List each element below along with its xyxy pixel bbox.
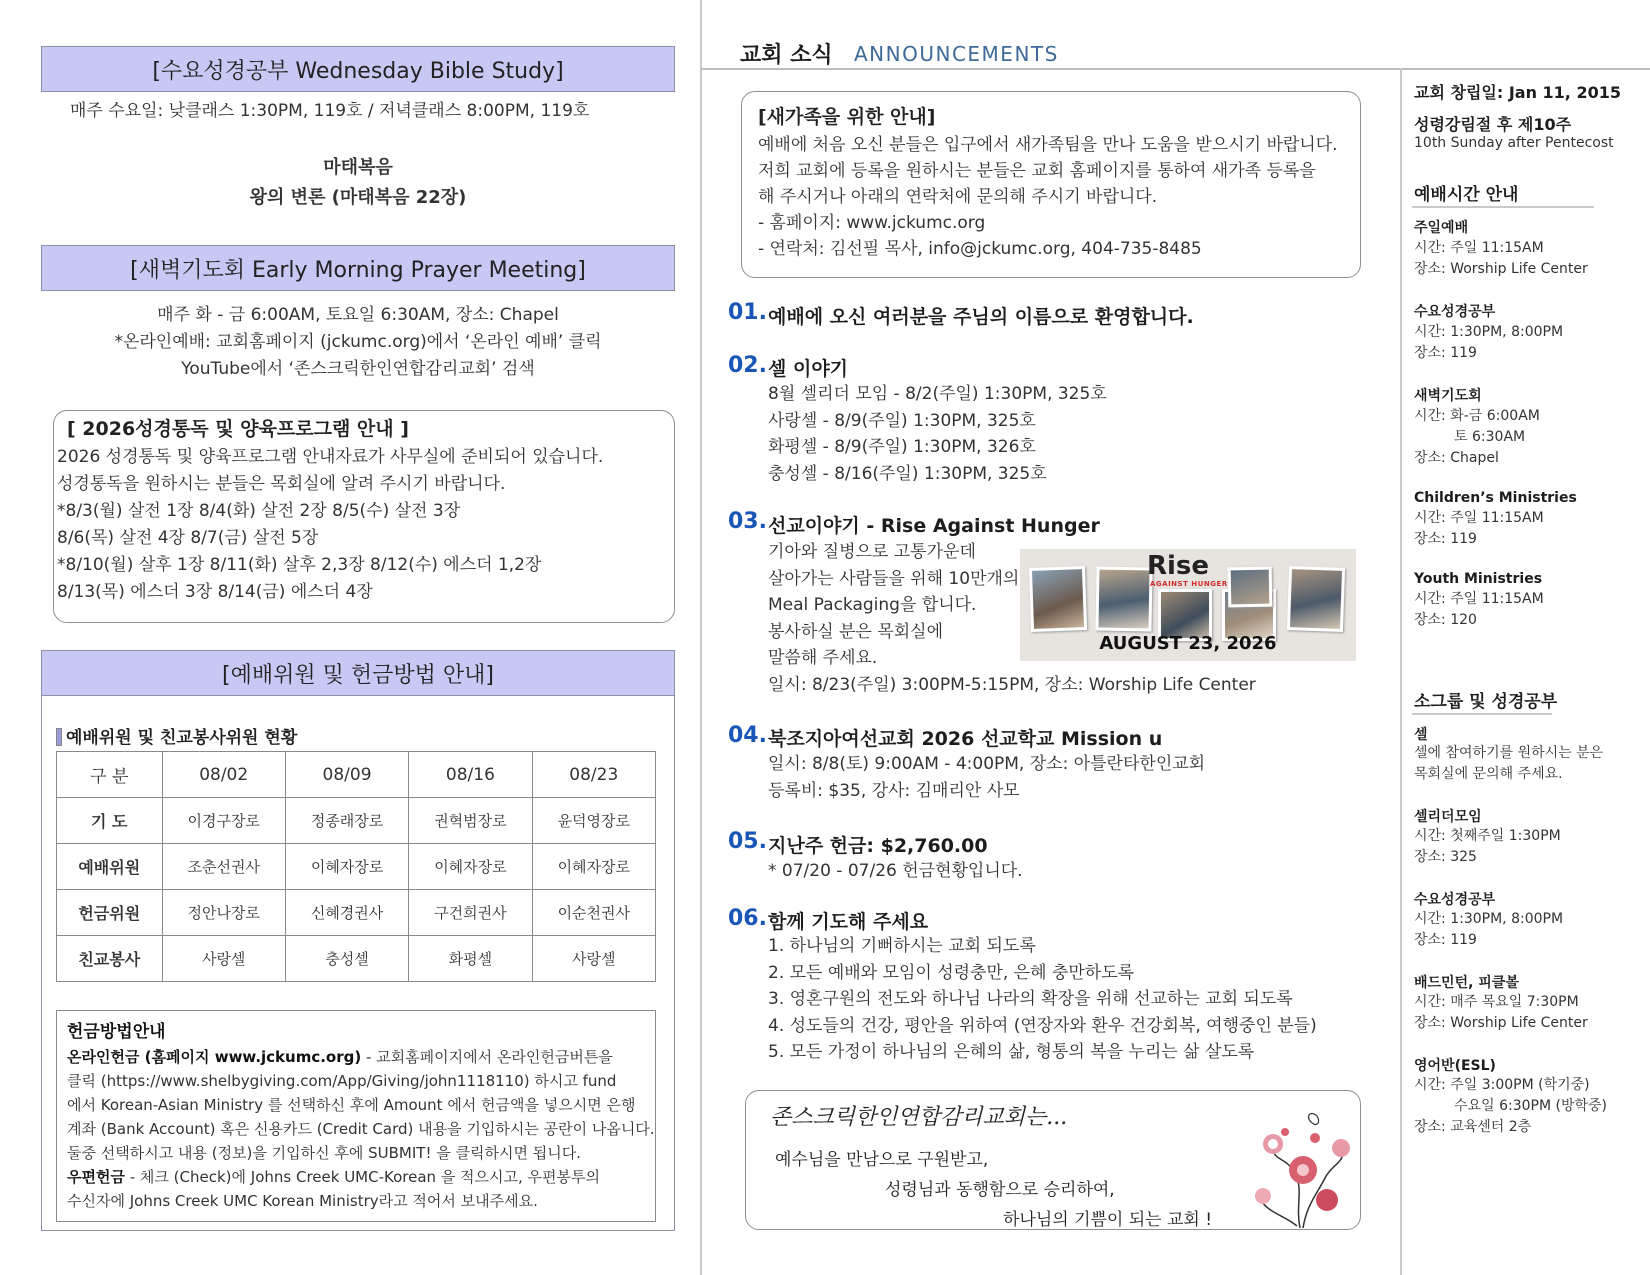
group-line: 시간: 1:30PM, 8:00PM <box>1414 911 1564 927</box>
schedule-line: 장소: 119 <box>1414 531 1477 547</box>
offering-online-line <box>67 1045 645 1069</box>
motto-script: 존스크릭한인연합감리교회는... <box>770 1105 1068 1130</box>
item-line: 1. 하나님의 기뻐하시는 교회 되도록 <box>768 936 1036 956</box>
item-line: 3. 영혼구원의 전도와 하나님 나라의 확장을 위해 선교하는 교회 되도록 <box>768 989 1293 1009</box>
table-row-head: 기 도 <box>57 798 163 844</box>
group-line: 셀에 참여하기를 원하시는 분은 <box>1414 745 1604 761</box>
schedule-line: 장소: Chapel <box>1414 450 1499 466</box>
table-row <box>57 936 656 982</box>
reading-line: *8/3(월) 살전 1장 8/4(화) 살전 2장 8/5(수) 살전 3장 <box>57 501 461 521</box>
rise-logo <box>1147 551 1209 581</box>
sidebar-divider <box>1400 68 1402 1275</box>
table-header-cell: 08/16 <box>409 752 532 798</box>
group-title: 셀리더모임 <box>1414 809 1482 825</box>
table-header-cell: 구 분 <box>57 752 163 798</box>
new-family-line: 해 주시거나 아래의 연락처에 문의해 주시기 바랍니다. <box>758 187 1158 207</box>
motto-line: 성령님과 동행함으로 승리하여, <box>885 1180 1115 1200</box>
item-line: 살아가는 사람들을 위해 10만개의 <box>768 568 1020 589</box>
prayer-line: 매주 화 - 금 6:00AM, 토요일 6:30AM, 장소: Chapel <box>157 305 559 325</box>
item-line: * 07/20 - 07/26 헌금현황입니다. <box>768 861 1023 881</box>
item-line: 2. 모든 예배와 모임이 성령충만, 은혜 충만하도록 <box>768 962 1135 983</box>
offering-line: 클릭 (https://www.shelbygiving.com/App/Giving/john1118110) 하시고 fund <box>67 1072 617 1090</box>
worship-header: [예배위원 및 헌금방법 안내] <box>41 650 675 696</box>
table-cell: 권혁범장로 <box>409 798 532 844</box>
bible-study-header: [수요성경공부 Wednesday Bible Study] <box>41 46 675 92</box>
prayer-line: YouTube에서 ‘존스크릭한인연합감리교회’ 검색 <box>181 359 535 379</box>
schedule-line: 시간: 주일 11:15AM <box>1414 510 1544 526</box>
item-line: 충성셀 - 8/16(주일) 1:30PM, 325호 <box>768 463 1047 484</box>
online-offering-text: - 교회홈페이지에서 온라인헌금버튼을 <box>361 1048 613 1066</box>
table-cell: 이혜자장로 <box>532 844 655 890</box>
bible-study-topic: 왕의 변론 (마태복음 22장) <box>249 187 467 208</box>
item-line: 8월 셀리더 모임 - 8/2(주일) 1:30PM, 325호 <box>768 384 1107 404</box>
schedule-line: 장소: 120 <box>1414 612 1477 628</box>
item-line: 말씀해 주세요. <box>768 648 878 668</box>
schedule-line: 장소: Worship Life Center <box>1414 261 1588 277</box>
table-cell: 화평셀 <box>409 936 532 982</box>
item-line: 일시: 8/23(주일) 3:00PM-5:15PM, 장소: Worship Life Center <box>768 674 1256 695</box>
table-cell: 조춘선권사 <box>162 844 285 890</box>
schedule-title: 수요성경공부 <box>1414 304 1496 320</box>
motto-line: 하나님의 기쁨이 되는 교회 ! <box>1003 1210 1213 1230</box>
reading-program-title: [ 2026성경통독 및 양육프로그램 안내 ] <box>67 418 409 440</box>
item-title: 선교이야기 - Rise Against Hunger <box>768 515 1100 537</box>
founding-date: 교회 창립일: Jan 11, 2015 <box>1414 83 1621 102</box>
rise-against-hunger-image <box>1020 549 1356 661</box>
heading-rule <box>1412 713 1552 715</box>
schedule-line: 시간: 화-금 6:00AM <box>1414 408 1540 424</box>
item-title: 셀 이야기 <box>768 358 849 380</box>
reading-line: 2026 성경통독 및 양육프로그램 안내자료가 사무실에 준비되어 있습니다. <box>57 447 604 467</box>
group-title: 배드민턴, 피클볼 <box>1414 975 1519 991</box>
group-title: 수요성경공부 <box>1414 892 1496 908</box>
item-lines <box>768 751 1205 804</box>
committee-subheading-text: 예배위원 및 친교봉사위원 현황 <box>66 728 298 748</box>
item-line: 봉사하실 분은 목회실에 <box>768 621 944 642</box>
item-line: 등록비: $35, 강사: 김매리안 사모 <box>768 780 1020 801</box>
schedule-line: 토 6:30AM <box>1414 429 1526 445</box>
group-title: 셀 <box>1414 727 1428 743</box>
new-family-line: - 홈페이지: www.jckumc.org <box>758 213 986 233</box>
item-number: 06. <box>728 906 767 931</box>
table-cell: 이순천권사 <box>532 890 655 936</box>
prayer-line: *온라인예배: 교회홈페이지 (jckumc.org)에서 ‘온라인 예배’ 클릭 <box>114 332 602 352</box>
table-cell: 윤덕영장로 <box>532 798 655 844</box>
item-number: 01. <box>728 300 767 325</box>
item-number: 03. <box>728 509 767 534</box>
table-header-cell: 08/09 <box>285 752 408 798</box>
offering-line: 계좌 (Bank Account) 혹은 신용카드 (Credit Card) 내용을 기입하시는 공란이 나옵니다. <box>67 1120 655 1138</box>
bullet-mark-icon <box>56 728 62 746</box>
table-cell: 정종래장로 <box>285 798 408 844</box>
committee-table <box>56 751 656 982</box>
online-offering-label: 온라인헌금 (홈페이지 www.jckumc.org) <box>67 1048 362 1066</box>
photo <box>1029 566 1087 632</box>
schedule-title: Youth Ministries <box>1414 571 1543 587</box>
item-title: 함께 기도해 주세요 <box>768 911 929 933</box>
schedule-line: 시간: 주일 11:15AM <box>1414 240 1544 256</box>
item-line: 사랑셀 - 8/9(주일) 1:30PM, 325호 <box>768 410 1036 431</box>
schedule-line: 시간: 1:30PM, 8:00PM <box>1414 324 1564 340</box>
table-cell: 충성셀 <box>285 936 408 982</box>
rise-event-date: AUGUST 23, 2026 <box>1099 633 1277 654</box>
table-header-cell: 08/23 <box>532 752 655 798</box>
table-cell: 사랑셀 <box>162 936 285 982</box>
table-row-head: 헌금위원 <box>57 890 163 936</box>
announcements-title-en: ANNOUNCEMENTS <box>854 42 1059 66</box>
offering-line: 둘중 선택하시고 내용 (정보)을 기입하신 후에 SUBMIT! 을 클릭하시면 됩니다. <box>67 1144 581 1162</box>
item-line: 4. 성도들의 건강, 평안을 위하여 (연장자와 환우 건강회복, 여행중인 분들) <box>768 1015 1317 1036</box>
photo <box>1287 566 1345 632</box>
motto-line: 예수님을 만남으로 구원받고, <box>775 1150 989 1170</box>
mail-offering-text: - 체크 (Check)에 Johns Creek UMC-Korean 을 적으시고, 우편봉투의 <box>124 1168 601 1186</box>
reading-line: 8/13(목) 에스더 3장 8/14(금) 에스더 4장 <box>57 582 373 602</box>
floral-ornament-icon <box>1245 1108 1355 1230</box>
item-title: 예배에 오신 여러분을 주님의 이름으로 환영합니다. <box>768 306 1194 328</box>
item-line: 화평셀 - 8/9(주일) 1:30PM, 326호 <box>768 437 1036 457</box>
small-groups-heading: 소그룹 및 성경공부 <box>1414 692 1558 712</box>
reading-line: *8/10(월) 살후 1장 8/11(화) 살후 2,3장 8/12(수) 에스더 1,2장 <box>57 555 542 575</box>
worship-times-heading: 예배시간 안내 <box>1414 185 1519 205</box>
item-lines <box>768 381 1107 487</box>
group-line: 장소: 325 <box>1414 849 1477 865</box>
reading-program-lines <box>57 444 603 606</box>
new-family-line: 예배에 처음 오신 분들은 입구에서 새가족팀을 만나 도움을 받으시기 바랍니다. <box>758 135 1338 155</box>
page-fold-divider <box>700 0 702 1275</box>
schedule-line: 시간: 주일 11:15AM <box>1414 591 1544 607</box>
prayer-header: [새벽기도회 Early Morning Prayer Meeting] <box>41 245 675 291</box>
new-family-box <box>741 91 1361 278</box>
table-row-head: 친교봉사 <box>57 936 163 982</box>
schedule-title: Children’s Ministries <box>1414 490 1577 506</box>
item-line: 5. 모든 가정이 하나님의 은혜의 삶, 형통의 복을 누리는 삶 살도록 <box>768 1042 1255 1062</box>
announcements-rule <box>701 68 1650 70</box>
rise-logo-sub: AGAINST HUNGER <box>1150 580 1228 588</box>
new-family-line: - 연락처: 김선필 목사, info@jckumc.org, 404-735-8485 <box>758 239 1202 259</box>
group-line: 장소: 교육센터 2층 <box>1414 1119 1532 1135</box>
schedule-title: 새벽기도회 <box>1414 388 1482 404</box>
liturgical-sunday: 성령강림절 후 제10주 <box>1414 115 1572 134</box>
committee-subheading <box>56 723 297 748</box>
reading-line: 성경통독을 원하시는 분들은 목회실에 알려 주시기 바랍니다. <box>57 474 506 494</box>
mail-offering-label: 우편헌금 <box>67 1168 125 1186</box>
table-cell: 이혜자장로 <box>285 844 408 890</box>
table-row-head: 예배위원 <box>57 844 163 890</box>
item-line: Meal Packaging을 합니다. <box>768 595 977 615</box>
group-title: 영어반(ESL) <box>1414 1058 1496 1074</box>
table-row <box>57 798 656 844</box>
announcements-title: 교회 소식 <box>740 43 833 68</box>
group-line: 시간: 첫째주일 1:30PM <box>1414 828 1561 844</box>
table-cell: 사랑셀 <box>532 936 655 982</box>
item-number: 04. <box>728 723 767 748</box>
table-cell: 신혜경권사 <box>285 890 408 936</box>
item-number: 02. <box>728 353 767 378</box>
offering-title: 헌금방법안내 <box>67 1022 166 1042</box>
new-family-line: 저희 교회에 등록을 원하시는 분들은 교회 홈페이지를 통하여 새가족 등록을 <box>758 161 1316 181</box>
bible-study-book: 마태복음 <box>323 157 393 178</box>
group-line: 시간: 매주 목요일 7:30PM <box>1414 994 1579 1010</box>
item-line: 기아와 질병으로 고통가운데 <box>768 542 976 562</box>
table-header-cell: 08/02 <box>162 752 285 798</box>
offering-mail-line2: 수신자에 Johns Creek UMC Korean Ministry라고 적어서 보내주세요. <box>67 1192 538 1210</box>
table-cell: 이혜자장로 <box>409 844 532 890</box>
table-cell: 정안나장로 <box>162 890 285 936</box>
item-lines <box>768 858 1023 885</box>
offering-mail-line <box>67 1165 645 1189</box>
group-line: 장소: Worship Life Center <box>1414 1015 1588 1031</box>
item-line: 일시: 8/8(토) 9:00AM - 4:00PM, 장소: 아틀란타한인교회 <box>768 754 1206 774</box>
offering-info-box <box>56 1010 656 1222</box>
reading-line: 8/6(목) 살전 4장 8/7(금) 살전 5장 <box>57 528 319 548</box>
heading-rule <box>1412 206 1594 208</box>
bible-study-schedule: 매주 수요일: 낮클래스 1:30PM, 119호 / 저녁클래스 8:00PM, 119호 <box>70 101 590 121</box>
item-title: 북조지아여선교회 2026 선교학교 Mission u <box>768 728 1163 750</box>
table-cell: 구건희권사 <box>409 890 532 936</box>
new-family-title: [새가족을 위한 안내] <box>758 106 936 128</box>
offering-line: 에서 Korean-Asian Ministry 를 선택하신 후에 Amount 에서 헌금액을 넣으시면 은행 <box>67 1096 636 1114</box>
item-title: 지난주 헌금: $2,760.00 <box>768 835 988 857</box>
group-line: 수요일 6:30PM (방학중) <box>1414 1098 1607 1114</box>
table-cell: 이경구장로 <box>162 798 285 844</box>
table-row <box>57 844 656 890</box>
liturgical-sunday-en: 10th Sunday after Pentecost <box>1414 135 1614 151</box>
photo <box>1095 567 1152 632</box>
group-line: 시간: 주일 3:00PM (학기중) <box>1414 1077 1590 1093</box>
group-line: 장소: 119 <box>1414 932 1477 948</box>
photo <box>1228 567 1273 608</box>
item-number: 05. <box>728 829 767 854</box>
item-lines <box>768 933 1317 1066</box>
schedule-title: 주일예배 <box>1414 220 1469 236</box>
group-line: 목회실에 문의해 주세요. <box>1414 766 1563 782</box>
schedule-line: 장소: 119 <box>1414 345 1477 361</box>
rise-logo-text: Rise <box>1147 551 1210 581</box>
table-header-row <box>57 752 656 798</box>
table-row <box>57 890 656 936</box>
